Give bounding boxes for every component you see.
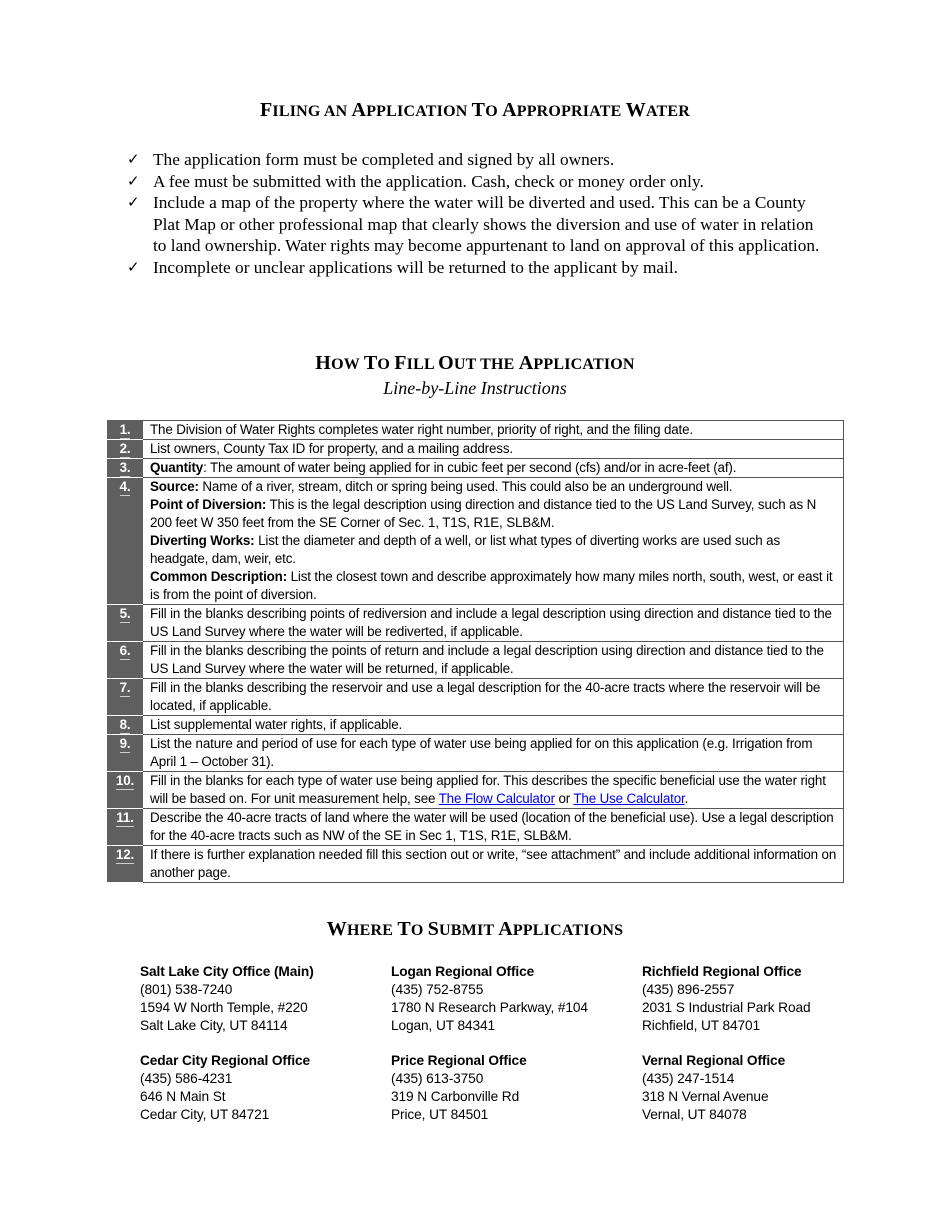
title-part: W bbox=[625, 99, 646, 121]
instructions-table bbox=[107, 420, 844, 883]
checkmark-icon: ✓ bbox=[127, 171, 140, 190]
row-paragraph: Point of Diversion: This is the legal description using direction and distance tied to the US Land Survey, such as N 200 feet W 350 feet from the SE Corner of Sec. 1, T1S, R1E, SLB&M. bbox=[150, 497, 817, 530]
table-row bbox=[108, 716, 844, 735]
row-number: 10. bbox=[108, 772, 143, 809]
office-name: Vernal Regional Office bbox=[642, 1053, 786, 1068]
list-item-text: Incomplete or unclear applications will be returned to the applicant by mail. bbox=[153, 257, 678, 277]
office-street: 2031 S Industrial Park Road bbox=[642, 1000, 811, 1015]
title-part: A bbox=[502, 99, 517, 121]
title-part: W bbox=[326, 918, 347, 940]
row-paragraph: Source: Name of a river, stream, ditch or spring being used. This could also be an underground well. bbox=[150, 479, 733, 494]
title-part: ATER bbox=[645, 103, 691, 120]
office-city: Vernal, UT 84078 bbox=[642, 1107, 747, 1122]
title-part: T bbox=[471, 99, 486, 121]
title-part: UT THE bbox=[453, 356, 519, 373]
title-part: O bbox=[377, 356, 395, 373]
table-row bbox=[108, 459, 844, 478]
filing-section-title bbox=[0, 99, 950, 122]
row-number: 8. bbox=[108, 716, 143, 735]
title-part: HERE bbox=[346, 922, 398, 939]
title-part: A bbox=[518, 352, 534, 374]
office-city: Salt Lake City, UT 84114 bbox=[140, 1018, 288, 1033]
office-name: Cedar City Regional Office bbox=[140, 1053, 311, 1068]
table-row bbox=[108, 642, 844, 679]
title-part: T bbox=[397, 918, 411, 940]
list-item-text: A fee must be submitted with the application. Cash, check or money order only. bbox=[153, 171, 704, 191]
table-row bbox=[108, 772, 844, 809]
office-logan bbox=[391, 963, 631, 1035]
office-city: Logan, UT 84341 bbox=[391, 1018, 496, 1033]
table-row bbox=[108, 478, 844, 605]
title-part: O bbox=[485, 103, 503, 120]
row-number: 6. bbox=[108, 642, 143, 679]
row-label: Quantity bbox=[150, 460, 204, 475]
checkmark-icon: ✓ bbox=[127, 150, 140, 168]
office-phone: (435) 752-8755 bbox=[391, 982, 484, 997]
table-row bbox=[108, 440, 844, 459]
list-item bbox=[127, 149, 827, 171]
title-part: PPLICATION bbox=[533, 356, 635, 373]
table-row bbox=[108, 421, 844, 440]
office-street: 1594 W North Temple, #220 bbox=[140, 1000, 308, 1015]
submit-section-title bbox=[0, 918, 950, 941]
office-city: Price, UT 84501 bbox=[391, 1107, 489, 1122]
title-part: PPROPRIATE bbox=[516, 103, 626, 120]
list-item-text: Include a map of the property where the water will be diverted and used. This can be a County Plat Map or other professional map that clearly shows the diversion and use of water in relation to land ownership. Water rights may become appurtenant to land on approval of this application. bbox=[153, 193, 820, 255]
office-name: Price Regional Office bbox=[391, 1053, 527, 1068]
table-row bbox=[108, 846, 844, 883]
title-part: S bbox=[427, 918, 440, 940]
table-row bbox=[108, 809, 844, 846]
title-part: A bbox=[498, 918, 513, 940]
title-part: T bbox=[363, 352, 378, 374]
title-part: O bbox=[438, 352, 454, 374]
filing-checklist bbox=[127, 149, 827, 278]
title-part: PPLICATIONS bbox=[512, 922, 624, 939]
row-number: 3. bbox=[108, 459, 143, 478]
office-price bbox=[391, 1052, 631, 1124]
row-paragraph: Diverting Works: List the diameter and depth of a well, or list what types of diverting works are used such as headgate, dam, weir, etc. bbox=[150, 533, 781, 566]
row-text: Fill in the blanks describing the reservoir and use a legal description for the 40-acre tracts where the reservoir will be located, if applicable. bbox=[143, 679, 844, 716]
office-phone: (801) 538-7240 bbox=[140, 982, 233, 997]
office-phone: (435) 896-2557 bbox=[642, 982, 735, 997]
title-part: PPLICATION bbox=[366, 103, 472, 120]
office-phone: (435) 613-3750 bbox=[391, 1071, 484, 1086]
row-text: Quantity: The amount of water being applied for in cubic feet per second (cfs) and/or in acre-feet (af). bbox=[143, 459, 844, 478]
title-part: A bbox=[351, 99, 367, 121]
office-city: Cedar City, UT 84721 bbox=[140, 1107, 270, 1122]
list-item bbox=[127, 171, 827, 193]
use-calculator-link[interactable]: The Use Calculator bbox=[573, 791, 685, 806]
office-name: Logan Regional Office bbox=[391, 964, 535, 979]
office-street: 319 N Carbonville Rd bbox=[391, 1089, 520, 1104]
row-text: Describe the 40-acre tracts of land where the water will be used (location of the beneficial use). Use a legal description for the 40-acre tracts such as NW of the SE in Sec 1, T1S, R1E, SLB&M. bbox=[143, 809, 844, 846]
row-text bbox=[143, 478, 844, 605]
row-number: 2. bbox=[108, 440, 143, 459]
title-part: O bbox=[410, 922, 428, 939]
office-phone: (435) 586-4231 bbox=[140, 1071, 233, 1086]
title-part: UBMIT bbox=[439, 922, 499, 939]
table-row bbox=[108, 605, 844, 642]
office-phone: (435) 247-1514 bbox=[642, 1071, 735, 1086]
row-number: 5. bbox=[108, 605, 143, 642]
row-number: 9. bbox=[108, 735, 143, 772]
row-text: List supplemental water rights, if applicable. bbox=[143, 716, 844, 735]
title-part: ILL bbox=[406, 356, 439, 373]
office-cedar-city bbox=[140, 1052, 380, 1124]
row-number: 11. bbox=[108, 809, 143, 846]
row-label: Diverting Works: bbox=[150, 533, 255, 548]
checkmark-icon: ✓ bbox=[127, 257, 140, 276]
table-row bbox=[108, 735, 844, 772]
howto-subtitle: Line-by-Line Instructions bbox=[383, 378, 567, 398]
list-item bbox=[127, 257, 827, 279]
title-part: F bbox=[259, 99, 273, 121]
office-richfield bbox=[642, 963, 882, 1035]
row-number: 12. bbox=[108, 846, 143, 883]
row-text: Fill in the blanks describing points of rediversion and include a legal description using direction and distance tied to the US Land Survey where the water will be rediverted, if applicable. bbox=[143, 605, 844, 642]
office-salt-lake-city bbox=[140, 963, 380, 1035]
title-part: H bbox=[315, 352, 332, 374]
office-name: Salt Lake City Office (Main) bbox=[140, 964, 314, 979]
row-number: 7. bbox=[108, 679, 143, 716]
office-city: Richfield, UT 84701 bbox=[642, 1018, 761, 1033]
office-name: Richfield Regional Office bbox=[642, 964, 802, 979]
row-label: Source: bbox=[150, 479, 199, 494]
row-text: If there is further explanation needed fill this section out or write, “see attachment” and include additional information on another page. bbox=[143, 846, 844, 883]
flow-calculator-link[interactable]: The Flow Calculator bbox=[438, 791, 555, 806]
howto-section-title bbox=[0, 352, 950, 375]
row-paragraph: Common Description: List the closest town and describe approximately how many miles north, south, west, or east it is from the point of diversion. bbox=[150, 569, 833, 602]
office-street: 1780 N Research Parkway, #104 bbox=[391, 1000, 588, 1015]
title-part: ILING AN bbox=[272, 103, 352, 120]
row-text: Fill in the blanks describing the points of return and include a legal description using direction and distance tied to the US Land Survey where the water will be returned, if applicable. bbox=[143, 642, 844, 679]
office-street: 646 N Main St bbox=[140, 1089, 226, 1104]
list-item bbox=[127, 192, 827, 257]
checkmark-icon: ✓ bbox=[127, 193, 140, 211]
list-item-text: The application form must be completed and signed by all owners. bbox=[153, 150, 615, 169]
row-label: Common Description: bbox=[150, 569, 288, 584]
row-text: List the nature and period of use for each type of water use being applied for on this application (e.g. Irrigation from April 1 – October 31). bbox=[143, 735, 844, 772]
row-text: List owners, County Tax ID for property, and a mailing address. bbox=[143, 440, 844, 459]
office-vernal bbox=[642, 1052, 882, 1124]
row-text: The Division of Water Rights completes water right number, priority of right, and the filing date. bbox=[143, 421, 844, 440]
title-part: OW bbox=[331, 356, 364, 373]
row-text: Fill in the blanks for each type of water use being applied for. This describes the specific beneficial use the water right will be based on. For unit measurement help, see The Flow Calculator or The Use Calculator. bbox=[143, 772, 844, 809]
row-number: 4. bbox=[108, 478, 143, 605]
table-row bbox=[108, 679, 844, 716]
row-label: Point of Diversion: bbox=[150, 497, 267, 512]
office-street: 318 N Vernal Avenue bbox=[642, 1089, 769, 1104]
title-part: F bbox=[394, 352, 407, 374]
row-number: 1. bbox=[108, 421, 143, 440]
